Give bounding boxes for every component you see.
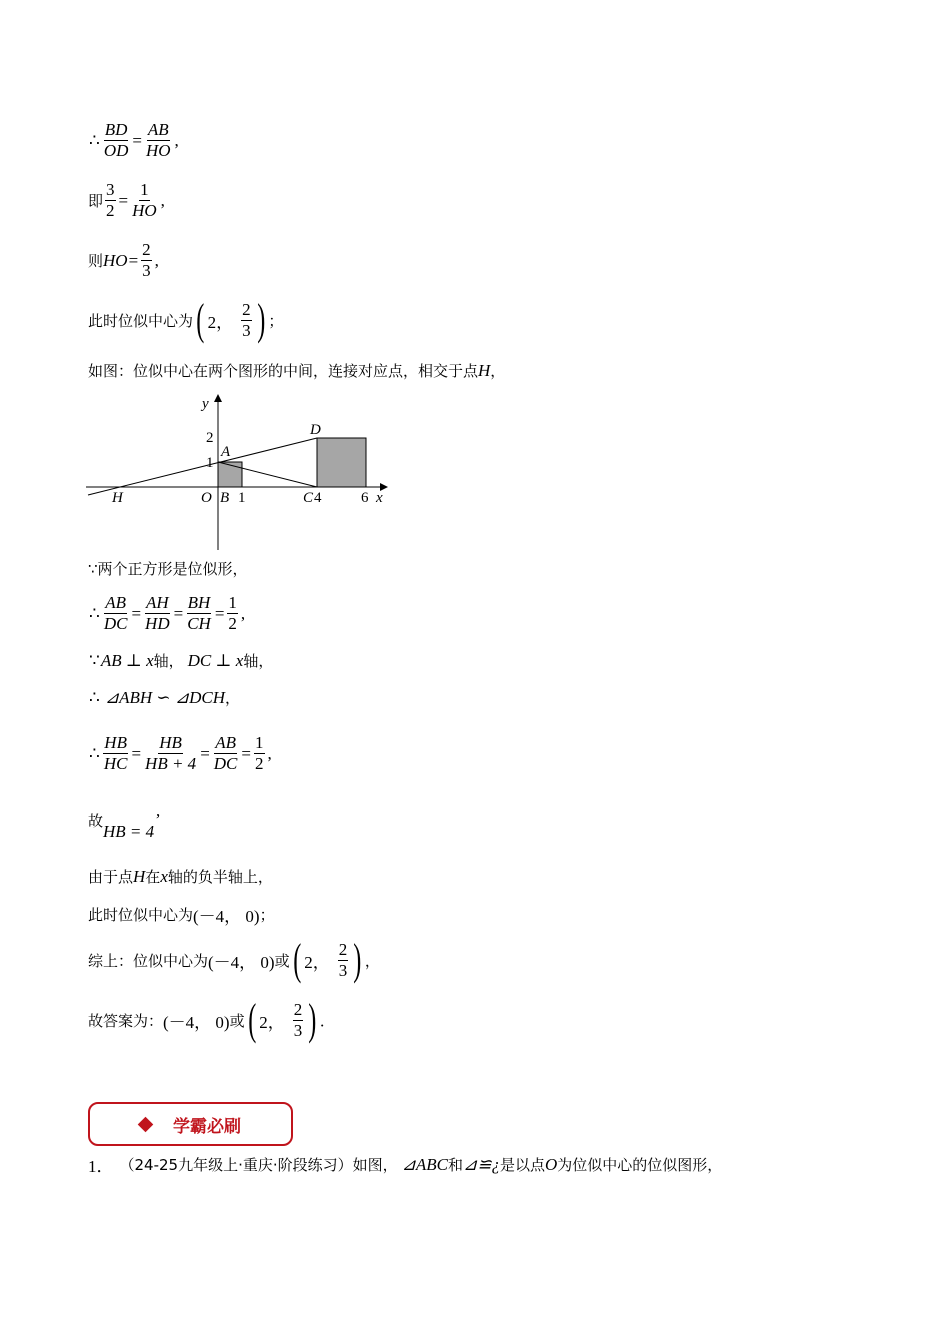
fraction-3-2: $\frac{3}{2}$ (106, 180, 115, 220)
step-ratio-bd-od: ∴ $\frac{BD}{OD}$ = $\frac{AB}{HO}$ , (89, 120, 179, 160)
label-6: 6 (361, 490, 369, 506)
label-A: A (221, 444, 231, 460)
large-square (317, 438, 366, 487)
step-similar-squares: ∵两个正方形是位似形， (88, 560, 248, 578)
step-ratio-chain: ∴ $\frac{AB}{DC}$ = $\frac{AH}{HD}$ = $\frac{BH}{CH}$ = $\frac{1}{2}$ , (89, 593, 246, 633)
problem-1: 1． （24-25九年级上·重庆·阶段练习）如图， ⊿ABC 和 ⊿≌¿ 是以点 O 为位似中心的位似图形， (88, 1154, 723, 1176)
step-hb-equation: ∴ $\frac{HB}{HC}$ = $\frac{HB}{HB + 4}$ = $\frac{AB}{DC}$ = $\frac{1}{2}$ , (89, 733, 272, 773)
fraction-bd-od: $\frac{BD}{OD}$ (103, 120, 129, 160)
step-ho-value: 则 HO = $\frac{2}{3}$ , (88, 240, 159, 280)
banner-title: 学霸必刷 (173, 1116, 241, 1137)
step-center-two: 此时位似中心为 (－4， 0) ； (88, 906, 275, 926)
fraction-1-ho: $\frac{1}{HO}$ (132, 180, 157, 220)
label-B: B (220, 490, 230, 506)
label-x: x (376, 490, 383, 506)
label-H: H (112, 490, 123, 506)
step-summary: 综上：位似中心为 (－4， 0) 或 ( 2， $\frac{2}{3}$ ) ， (88, 935, 380, 984)
step-diagram-intro: 如图：位似中心在两个图形的中间，连接对应点，相交于点 H ， (88, 360, 506, 380)
label-4: 4 (314, 490, 322, 506)
label-C: C (303, 490, 314, 506)
label-x1: 1 (238, 490, 246, 506)
label-2: 2 (206, 430, 214, 446)
fraction-ab-ho: $\frac{AB}{HO}$ (145, 120, 171, 160)
coordinate-diagram (84, 392, 394, 552)
step-center-one: 此时位似中心为 ( 2， $\frac{2}{3}$ ) ； (88, 295, 284, 344)
label-D: D (310, 422, 321, 438)
line-h-d (88, 438, 317, 495)
diamond-icon (138, 1116, 154, 1132)
label-O: O (201, 490, 212, 506)
step-substitute: 即 $\frac{3}{2}$ = $\frac{1}{HO}$ , (88, 180, 165, 220)
step-answer: 故答案为： (－4， 0) 或 ( 2， $\frac{2}{3}$ ) ． (88, 995, 335, 1044)
small-square (218, 462, 242, 487)
step-hb-result: 故 HB = 4 ’ (88, 810, 161, 841)
fraction-2-3: $\frac{2}{3}$ (142, 240, 151, 280)
section-banner (88, 1102, 293, 1146)
label-y: y (202, 396, 209, 412)
step-triangle-similar: ∴ ⊿ABH ∽ ⊿DCH ， (89, 687, 241, 707)
step-perpendicular: ∵ AB ⊥ x 轴， DC ⊥ x 轴， (89, 650, 274, 670)
label-1: 1 (206, 455, 214, 471)
step-negative-axis: 由于点 H 在 x 轴的负半轴上， (88, 866, 273, 886)
